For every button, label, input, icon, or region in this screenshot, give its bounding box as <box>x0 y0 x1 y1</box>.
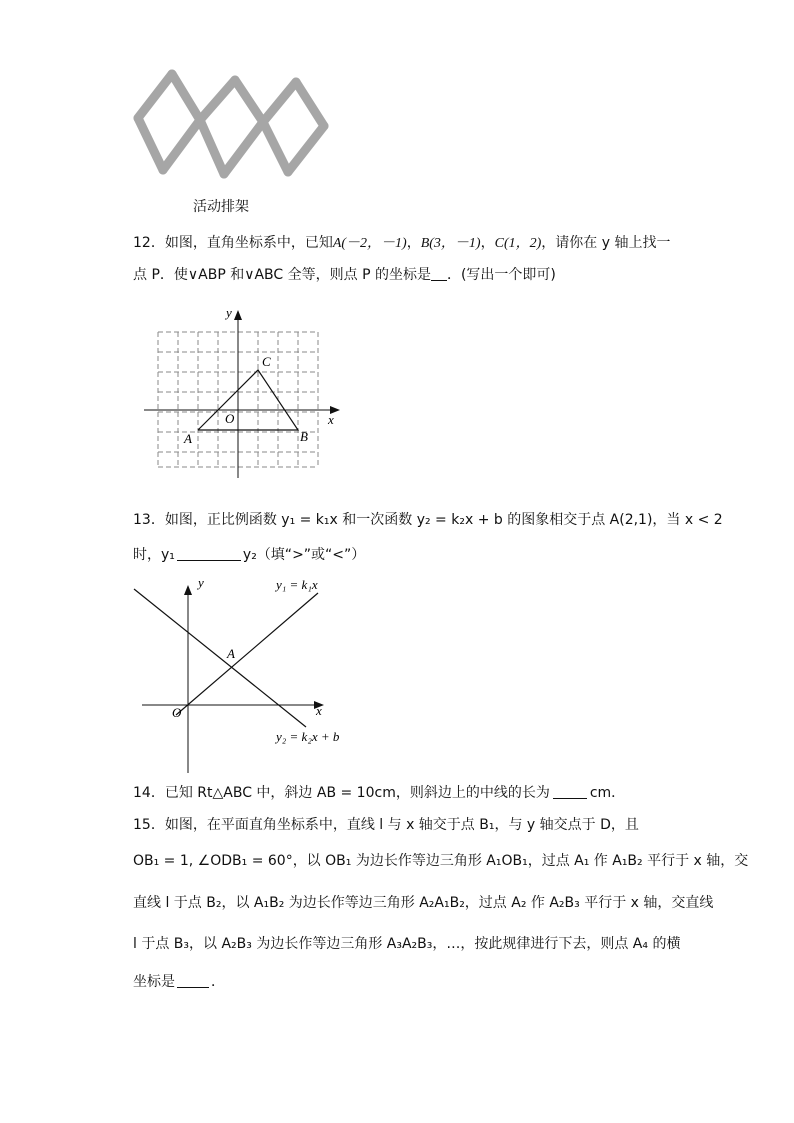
q13-point-a-label: A <box>227 646 235 661</box>
q15-number: 15． <box>133 817 165 833</box>
q13-y2-formula: y₂ = k₂x + b <box>276 729 340 744</box>
rack-bar <box>288 126 324 172</box>
q13-y2: y₂ <box>242 547 257 563</box>
q12-answer-blank[interactable] <box>431 266 447 281</box>
rack-bar <box>163 120 200 170</box>
q15-line1 <box>133 815 639 835</box>
rack-bar <box>263 122 288 172</box>
q12-x-label: x <box>328 412 334 427</box>
q12-number: 12． <box>133 235 165 251</box>
q12-y-arrow <box>234 310 242 320</box>
q12-point-a-label: A <box>184 431 192 446</box>
q12-text-end: ，请你在 y 轴上找一 <box>541 235 671 251</box>
q13-y1-formula: y₁ = k₁x <box>276 577 318 592</box>
q14-line <box>133 783 625 803</box>
q15-text: OB₁ = 1, ∠ODB₁ = 60°，以 OB₁ 为边长作等边三角形 A₁OB₁，过点 A₁ 作 A₁B₂ 平行于 x 轴，交 <box>133 853 749 869</box>
q12-line2 <box>133 265 556 285</box>
q12-point-b-label: B <box>300 429 308 444</box>
q12-point-c: C(1，2) <box>494 236 542 251</box>
q13-line-y1 <box>176 593 318 715</box>
rack-bar <box>224 122 263 174</box>
rack-caption: 活动排架 <box>193 199 249 215</box>
q13-text-end: （填“>”或“<”） <box>256 547 366 563</box>
rack-figure <box>128 62 338 187</box>
q13-x-label: x <box>316 703 322 718</box>
rack-bar <box>296 82 324 126</box>
q13-answer-blank[interactable] <box>177 546 241 561</box>
q14-answer-blank[interactable] <box>553 784 587 799</box>
q13-line-y2 <box>134 589 306 727</box>
q15-line2 <box>133 851 748 871</box>
q13-origin-label: O <box>172 705 182 720</box>
q12-text-end: ．(写出一个即可) <box>446 267 556 283</box>
q15-line3 <box>133 893 713 913</box>
q13-text: 时，y₁ <box>133 547 175 563</box>
q13-y-arrow <box>184 585 192 595</box>
rack-bar <box>235 80 263 122</box>
q13-number: 13． <box>133 512 165 528</box>
rack-bar <box>172 74 200 120</box>
q15-line4 <box>133 934 680 954</box>
q15-text: 直线 l 于点 B₂，以 A₁B₂ 为边长作等边三角形 A₂A₁B₂，过点 A₂ 作 A₂B₃ 平行于 x 轴，交直线 <box>133 895 714 911</box>
q15-answer-blank[interactable] <box>177 973 209 988</box>
q12-text: 点 P．使∨ABP 和∨ABC 全等，则点 P 的坐标是 <box>133 267 431 283</box>
rack-bar <box>138 118 163 170</box>
q15-text-end: ． <box>211 974 225 990</box>
q14-text: 已知 Rt△ABC 中，斜边 AB = 10cm，则斜边上的中线的长为 <box>164 785 550 801</box>
q12-point-c-label: C <box>262 354 271 369</box>
q13-text: 如图，正比例函数 y₁ = k₁x 和一次函数 y₂ = k₂x + b 的图象相交于点 A(2,1)，当 x < 2 <box>164 512 723 528</box>
q15-text: l 于点 B₃，以 A₂B₃ 为边长作等边三角形 A₃A₂B₃，…，按此规律进行下去，则点 A₄ 的横 <box>133 936 681 952</box>
q12-triangle-abc <box>198 370 298 430</box>
q15-text: 如图，在平面直角坐标系中，直线 l 与 x 轴交于点 B₁，与 y 轴交点于 D，且 <box>164 817 639 833</box>
q12-y-label: y <box>226 305 232 320</box>
q13-line2 <box>133 545 365 565</box>
rack-bar <box>200 120 224 174</box>
q13-y-label: y <box>198 575 204 590</box>
q13-function-graph <box>128 575 358 780</box>
q12-point-b: B(3，－1) <box>420 236 481 251</box>
q12-origin-label: O <box>225 411 235 426</box>
rack-bar <box>200 80 235 120</box>
q12-point-a: A(－2，－1) <box>332 236 407 251</box>
q12-text: 如图，直角坐标系中，已知 <box>164 235 333 251</box>
q12-coordinate-graph <box>140 300 345 485</box>
q15-line5 <box>133 972 225 992</box>
q13-line1 <box>133 510 723 530</box>
q12-line1: 12．如图，直角坐标系中，已知A(－2，－1)，B(3，－1)，C(1，2)，请你在 y 轴上找一 <box>133 235 671 251</box>
q15-text: 坐标是 <box>133 974 175 990</box>
rack-bar <box>263 82 296 122</box>
rack-bar <box>138 74 172 118</box>
q14-text-end: cm． <box>589 785 626 801</box>
q14-number: 14． <box>133 785 165 801</box>
